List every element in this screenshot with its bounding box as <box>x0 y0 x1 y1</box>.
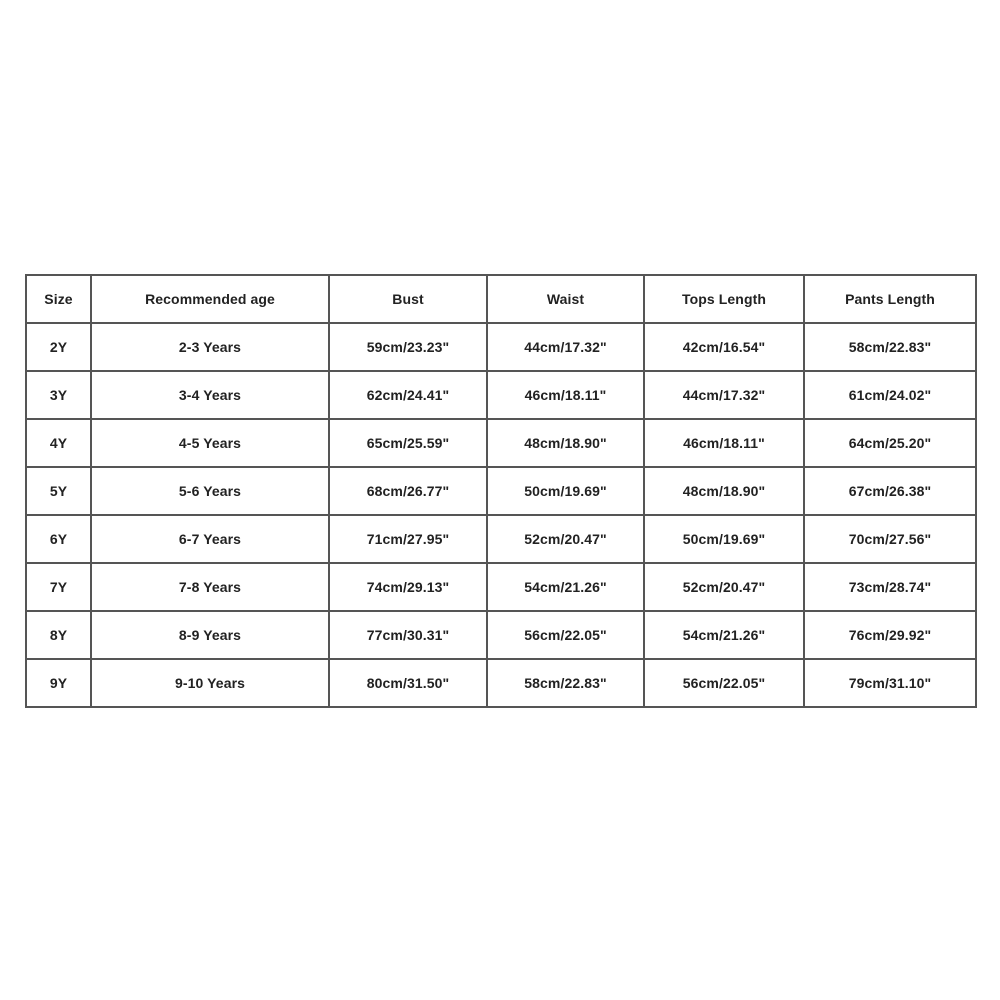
cell-waist: 44cm/17.32" <box>487 323 644 371</box>
table-row <box>26 419 976 467</box>
cell-recommended-age: 6-7 Years <box>91 515 329 563</box>
cell-recommended-age: 7-8 Years <box>91 563 329 611</box>
cell-waist: 46cm/18.11" <box>487 371 644 419</box>
cell-bust: 68cm/26.77" <box>329 467 487 515</box>
table-row <box>26 323 976 371</box>
cell-recommended-age: 8-9 Years <box>91 611 329 659</box>
header-recommended-age: Recommended age <box>91 275 329 323</box>
cell-pants-length: 67cm/26.38" <box>804 467 976 515</box>
cell-size: 6Y <box>26 515 91 563</box>
cell-tops-length: 50cm/19.69" <box>644 515 804 563</box>
table-header-row <box>26 275 976 323</box>
cell-bust: 80cm/31.50" <box>329 659 487 707</box>
table-row <box>26 371 976 419</box>
cell-pants-length: 79cm/31.10" <box>804 659 976 707</box>
cell-size: 7Y <box>26 563 91 611</box>
cell-tops-length: 54cm/21.26" <box>644 611 804 659</box>
cell-bust: 59cm/23.23" <box>329 323 487 371</box>
cell-waist: 52cm/20.47" <box>487 515 644 563</box>
cell-tops-length: 52cm/20.47" <box>644 563 804 611</box>
header-bust: Bust <box>329 275 487 323</box>
cell-size: 5Y <box>26 467 91 515</box>
header-pants-length: Pants Length <box>804 275 976 323</box>
cell-bust: 71cm/27.95" <box>329 515 487 563</box>
cell-size: 3Y <box>26 371 91 419</box>
cell-size: 8Y <box>26 611 91 659</box>
cell-recommended-age: 9-10 Years <box>91 659 329 707</box>
cell-waist: 56cm/22.05" <box>487 611 644 659</box>
header-tops-length: Tops Length <box>644 275 804 323</box>
cell-size: 9Y <box>26 659 91 707</box>
cell-tops-length: 44cm/17.32" <box>644 371 804 419</box>
header-size: Size <box>26 275 91 323</box>
table-row <box>26 515 976 563</box>
cell-waist: 54cm/21.26" <box>487 563 644 611</box>
cell-pants-length: 64cm/25.20" <box>804 419 976 467</box>
header-waist: Waist <box>487 275 644 323</box>
table-row <box>26 467 976 515</box>
cell-waist: 50cm/19.69" <box>487 467 644 515</box>
cell-recommended-age: 3-4 Years <box>91 371 329 419</box>
cell-waist: 48cm/18.90" <box>487 419 644 467</box>
cell-size: 2Y <box>26 323 91 371</box>
cell-bust: 74cm/29.13" <box>329 563 487 611</box>
cell-tops-length: 56cm/22.05" <box>644 659 804 707</box>
size-chart-table <box>25 274 977 708</box>
cell-tops-length: 46cm/18.11" <box>644 419 804 467</box>
cell-waist: 58cm/22.83" <box>487 659 644 707</box>
cell-recommended-age: 5-6 Years <box>91 467 329 515</box>
cell-pants-length: 58cm/22.83" <box>804 323 976 371</box>
cell-recommended-age: 2-3 Years <box>91 323 329 371</box>
cell-bust: 62cm/24.41" <box>329 371 487 419</box>
cell-pants-length: 76cm/29.92" <box>804 611 976 659</box>
cell-size: 4Y <box>26 419 91 467</box>
cell-tops-length: 42cm/16.54" <box>644 323 804 371</box>
table-row <box>26 563 976 611</box>
cell-tops-length: 48cm/18.90" <box>644 467 804 515</box>
cell-bust: 65cm/25.59" <box>329 419 487 467</box>
cell-recommended-age: 4-5 Years <box>91 419 329 467</box>
cell-bust: 77cm/30.31" <box>329 611 487 659</box>
table-row <box>26 659 976 707</box>
cell-pants-length: 61cm/24.02" <box>804 371 976 419</box>
table-row <box>26 611 976 659</box>
cell-pants-length: 73cm/28.74" <box>804 563 976 611</box>
cell-pants-length: 70cm/27.56" <box>804 515 976 563</box>
